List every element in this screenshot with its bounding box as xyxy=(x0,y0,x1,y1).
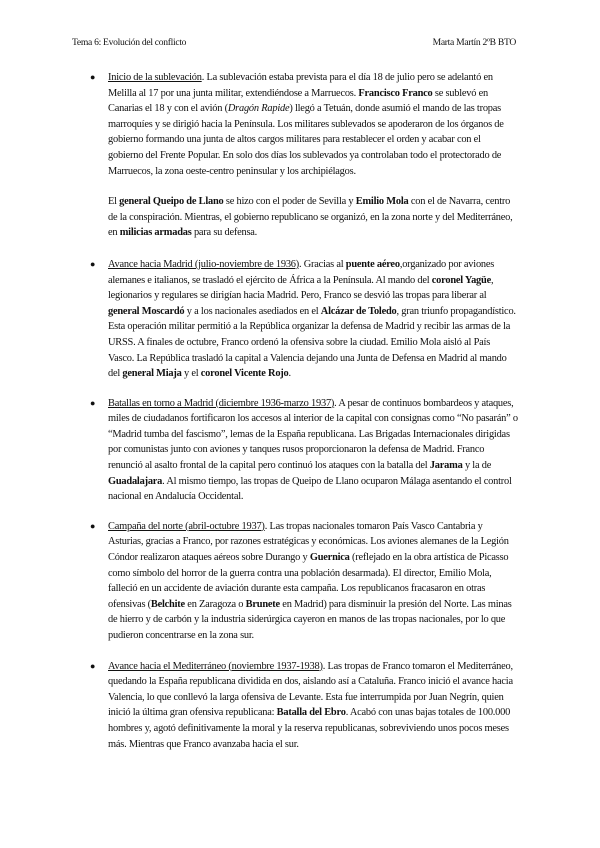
text-run: . Acabó con unas bajas totales de 100.000 hombres y, agotó definitivamente la moral y la reserva republicanas, sobreviviendo unos pocos meses más. Mientras que Franco avanzaba hacia el sur. xyxy=(108,707,511,750)
text-run: , gran triunfo propagandístico. Esta operación militar permitió a la República organizar la defensa de Madrid y recibir las armas de la URSS. A finales de octubre, Franco ordenó la ofensiva sobre la ciudad. Emilio Mola aisló al País Vasco. La República trasladó la capital a Valencia dejando una Junta de Defensa en Madrid al mando del xyxy=(108,305,516,380)
text-run: . La sublevación estaba prevista para el día 18 de julio pero se adelantó en Melilla al 17 por una junta militar, extendiéndose a Marruecos. xyxy=(108,72,493,99)
bold-term: general Moscardó xyxy=(108,305,185,317)
text-run: . xyxy=(288,368,291,380)
section-avance-mediterraneo xyxy=(90,659,518,753)
bold-term: Emilio Mola xyxy=(355,196,409,208)
text-run: en Zaragoza o xyxy=(184,598,246,610)
text-run: El xyxy=(108,196,120,208)
bullet-icon: ● xyxy=(90,72,96,82)
section-avance-madrid xyxy=(90,257,518,382)
document-body xyxy=(90,70,518,752)
text-run: ,organizado por aviones alemanes e italianos, se trasladó el ejército de África a la Península. Al mando del xyxy=(108,258,495,286)
bold-term: Brunete xyxy=(245,598,280,610)
bold-term: Alcázar de Toledo xyxy=(320,305,397,317)
bullet-icon: ● xyxy=(90,258,96,269)
text-run: se hizo con el poder de Sevilla y xyxy=(223,196,356,208)
bold-term: Guernica xyxy=(309,552,350,564)
text-run: en Madrid) para disminuir la presión del Norte. Las minas de hierro y de carbón y la industria siderúrgica cayeron en manos de las tropas nacionales, por lo que pudieron concentrarse en la zona sur. xyxy=(108,598,512,641)
header-left: Tema 6: Evolución del conflicto xyxy=(72,37,187,48)
bold-term: Belchite xyxy=(150,598,185,610)
text-run: y la de xyxy=(462,460,492,472)
bullet-icon: ● xyxy=(90,520,96,531)
text-run: ) llegó a Tetuán, donde asumió el mando de las tropas marroquíes y se dirigió hacia la Península. Los militares sublevados se apoderaron de los órganos de gobierno formando una junta de altos cargos militares para restablecer el orden y acabar con el gobierno del Frente Popular. En solo dos días los sublevados ya controlaban todo el protectorado de Marruecos, la zona oeste-centro peninsular y los archipiélagos. xyxy=(108,103,504,177)
text-run: . A pesar de continuos bombardeos y ataques, miles de ciudadanos fortificaron los accesos al interior de la capital con consignas como “No pasarán” o “Madrid tumba del fascismo”, lemas de la España republicana. Las Brigadas Internacionales dirigidas por comunistas junto con aviones y tanques rusos proporcionaron la defensa de Madrid. Franco renunció al asalto frontal de la capital pero continuó los ataques con la batalla del xyxy=(108,397,518,472)
text-run: (reflejado en la obra artística de Picasso como símbolo del horror de la guerra contra una población desarmada). El director, Emilio Mola, falleció en un accidente de aviación durante esta campaña. Los republicanos fracasaron en otras ofensivas ( xyxy=(108,552,509,610)
section-inicio-sublevacion xyxy=(90,70,518,179)
header-right: Marta Martín 2ºB BTO xyxy=(432,37,516,48)
bold-term: puente aéreo xyxy=(345,258,400,270)
bold-term: milicias armadas xyxy=(119,227,192,239)
section-heading: Inicio de la sublevación xyxy=(108,72,202,83)
section-batallas-madrid xyxy=(90,396,518,505)
text-run: se sublevó en Canarias el 18 y con el avión ( xyxy=(108,87,488,115)
text-run: , legionarios y regulares se dirigían hacia Madrid. Pero, Franco se desvió las tropas para liberar al xyxy=(108,274,494,302)
text-run: . Las tropas nacionales tomaron País Vasco Cantabria y Asturias, gracias a Franco, por razones estratégicas y económicas. Los aviones alemanes de la Legión Cóndor realizaron ataques aéreos sobre Durango y xyxy=(108,520,509,564)
text-run: con el de Navarra, centro de la conspiración. Mientras, el gobierno republicano se organizó, en la zona norte y del Mediterráneo, en xyxy=(108,196,513,239)
section-campana-norte xyxy=(90,519,518,644)
bullet-icon: ● xyxy=(90,397,96,408)
italic-term: Dragón Rapide xyxy=(227,103,290,115)
bold-term: coronel Yagüe xyxy=(431,274,491,286)
bullet-icon: ● xyxy=(90,660,96,671)
bold-term: Jarama xyxy=(429,460,463,472)
bold-term: general Miaja xyxy=(122,368,182,380)
bold-term: Francisco Franco xyxy=(358,87,433,99)
text-run: y a los nacionales asediados en el xyxy=(184,305,321,317)
text-run: para su defensa. xyxy=(191,227,258,239)
section-heading: Avance hacia Madrid (julio-noviembre de 1936) xyxy=(108,258,300,270)
section-heading: Avance hacia el Mediterráneo (noviembre 1937-1938) xyxy=(108,660,323,672)
paragraph-queipo-mola xyxy=(108,194,518,241)
section-heading: Campaña del norte (abril-octubre 1937) xyxy=(108,520,265,532)
bold-term: general Queipo de Llano xyxy=(119,196,224,208)
text-run: . Las tropas de Franco tomaron el Mediterráneo, quedando la España republicana dividida en dos, aislando así a Cataluña. Franco inició el avance hacia Valencia, lo que conllevó la larga ofensiva de Levante. Esta fue interrumpida por Juan Negrín, quien inició la última gran ofensiva republicana: xyxy=(108,660,513,719)
text-run: y el xyxy=(181,368,201,380)
text-run: . Gracias al xyxy=(299,258,346,270)
bold-term: Guadalajara xyxy=(108,475,163,487)
section-heading: Batallas en torno a Madrid (diciembre 1936-marzo 1937) xyxy=(108,397,335,409)
text-run: . Al mismo tiempo, las tropas de Queipo de Llano ocuparon Málaga asentando el control nacional en Andalucía Occidental. xyxy=(108,475,512,503)
bold-term: Batalla del Ebro xyxy=(276,707,346,719)
bold-term: coronel Vicente Rojo xyxy=(200,368,289,380)
